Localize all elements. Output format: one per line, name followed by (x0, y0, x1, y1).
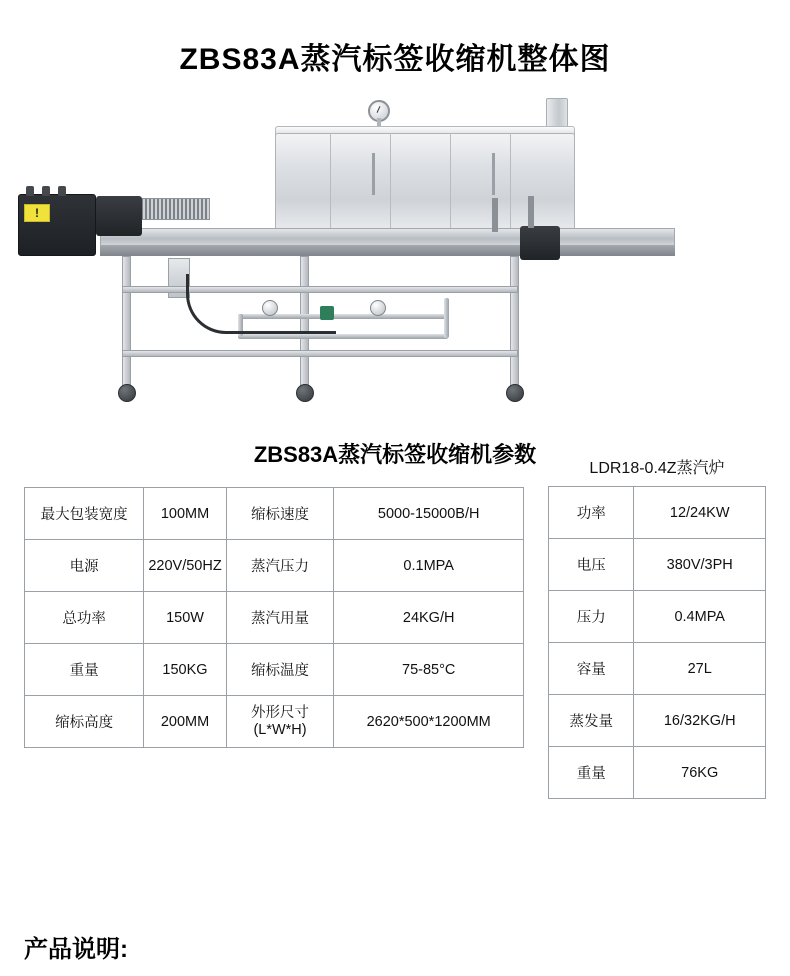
table-row (549, 591, 766, 643)
table-row (549, 487, 766, 539)
side-table-body (549, 487, 766, 799)
param-label: 电源 (25, 540, 144, 592)
main-parameter-table (24, 487, 524, 748)
param-value: 76KG (634, 747, 766, 799)
table-row (25, 488, 524, 540)
steam-pipe (238, 334, 448, 339)
knob-icon (58, 186, 66, 196)
knob-icon (26, 186, 34, 196)
table-row (549, 539, 766, 591)
conveyor-frame (100, 246, 675, 256)
tunnel-slot (492, 153, 495, 195)
param-label: 功率 (549, 487, 634, 539)
param-value: 24KG/H (334, 592, 524, 644)
warning-label-icon (24, 204, 50, 222)
param-label: 最大包装宽度 (25, 488, 144, 540)
product-description-heading: 产品说明: (24, 936, 128, 963)
caster-wheel (296, 384, 314, 402)
product-illustration (0, 98, 790, 428)
steam-pipe (444, 298, 449, 338)
param-label: 重量 (25, 644, 144, 696)
param-value: 100MM (144, 488, 226, 540)
param-label: 缩标高度 (25, 696, 144, 748)
param-label: 容量 (549, 643, 634, 695)
parameters-title: ZBS83A蒸汽标签收缩机参数 (253, 442, 537, 468)
machine-drawing (0, 98, 790, 428)
table-row (549, 747, 766, 799)
param-value: 12/24KW (634, 487, 766, 539)
param-label: 缩标温度 (226, 644, 334, 696)
table-row (25, 540, 524, 592)
param-label: 外形尺寸 (L*W*H) (226, 696, 334, 748)
small-gauge-icon (370, 300, 386, 316)
main-table-body (25, 488, 524, 748)
flexible-hose (186, 274, 336, 334)
specification-tables (0, 460, 790, 799)
param-label: 缩标速度 (226, 488, 334, 540)
param-label: 电压 (549, 539, 634, 591)
param-value: 150KG (144, 644, 226, 696)
table-row (549, 643, 766, 695)
param-value: 27L (634, 643, 766, 695)
boiler-parameter-table (548, 486, 766, 799)
param-label: 重量 (549, 747, 634, 799)
tunnel-slot (372, 153, 375, 195)
table-row (549, 695, 766, 747)
param-value: 5000-15000B/H (334, 488, 524, 540)
param-label: 蒸发量 (549, 695, 634, 747)
param-value: 0.1MPA (334, 540, 524, 592)
param-value: 200MM (144, 696, 226, 748)
param-label: 蒸汽用量 (226, 592, 334, 644)
table-row (25, 592, 524, 644)
param-value: 150W (144, 592, 226, 644)
param-value: 2620*500*1200MM (334, 696, 524, 748)
table-row (25, 696, 524, 748)
param-label: 压力 (549, 591, 634, 643)
param-value: 220V/50HZ (144, 540, 226, 592)
conveyor-belt (100, 228, 675, 246)
boiler-title: LDR18-0.4Z蒸汽炉 (589, 460, 725, 478)
param-value: 380V/3PH (634, 539, 766, 591)
caster-wheel (506, 384, 524, 402)
frame-crossbar (122, 350, 518, 357)
param-value: 16/32KG/H (634, 695, 766, 747)
param-label: 蒸汽压力 (226, 540, 334, 592)
caster-wheel (118, 384, 136, 402)
frame-leg (510, 256, 519, 386)
param-value: 75-85°C (334, 644, 524, 696)
param-label: 总功率 (25, 592, 144, 644)
guide-arm (492, 198, 498, 232)
drive-motor-right (520, 226, 560, 260)
table-row (25, 644, 524, 696)
guide-arm (528, 196, 534, 228)
frame-leg (122, 256, 131, 386)
drive-motor-left (96, 196, 142, 236)
boiler-spec-block (548, 455, 766, 799)
mesh-guard (140, 198, 210, 220)
param-value: 0.4MPA (634, 591, 766, 643)
knob-icon (42, 186, 50, 196)
page-title: ZBS83A蒸汽标签收缩机整体图 (179, 43, 611, 76)
